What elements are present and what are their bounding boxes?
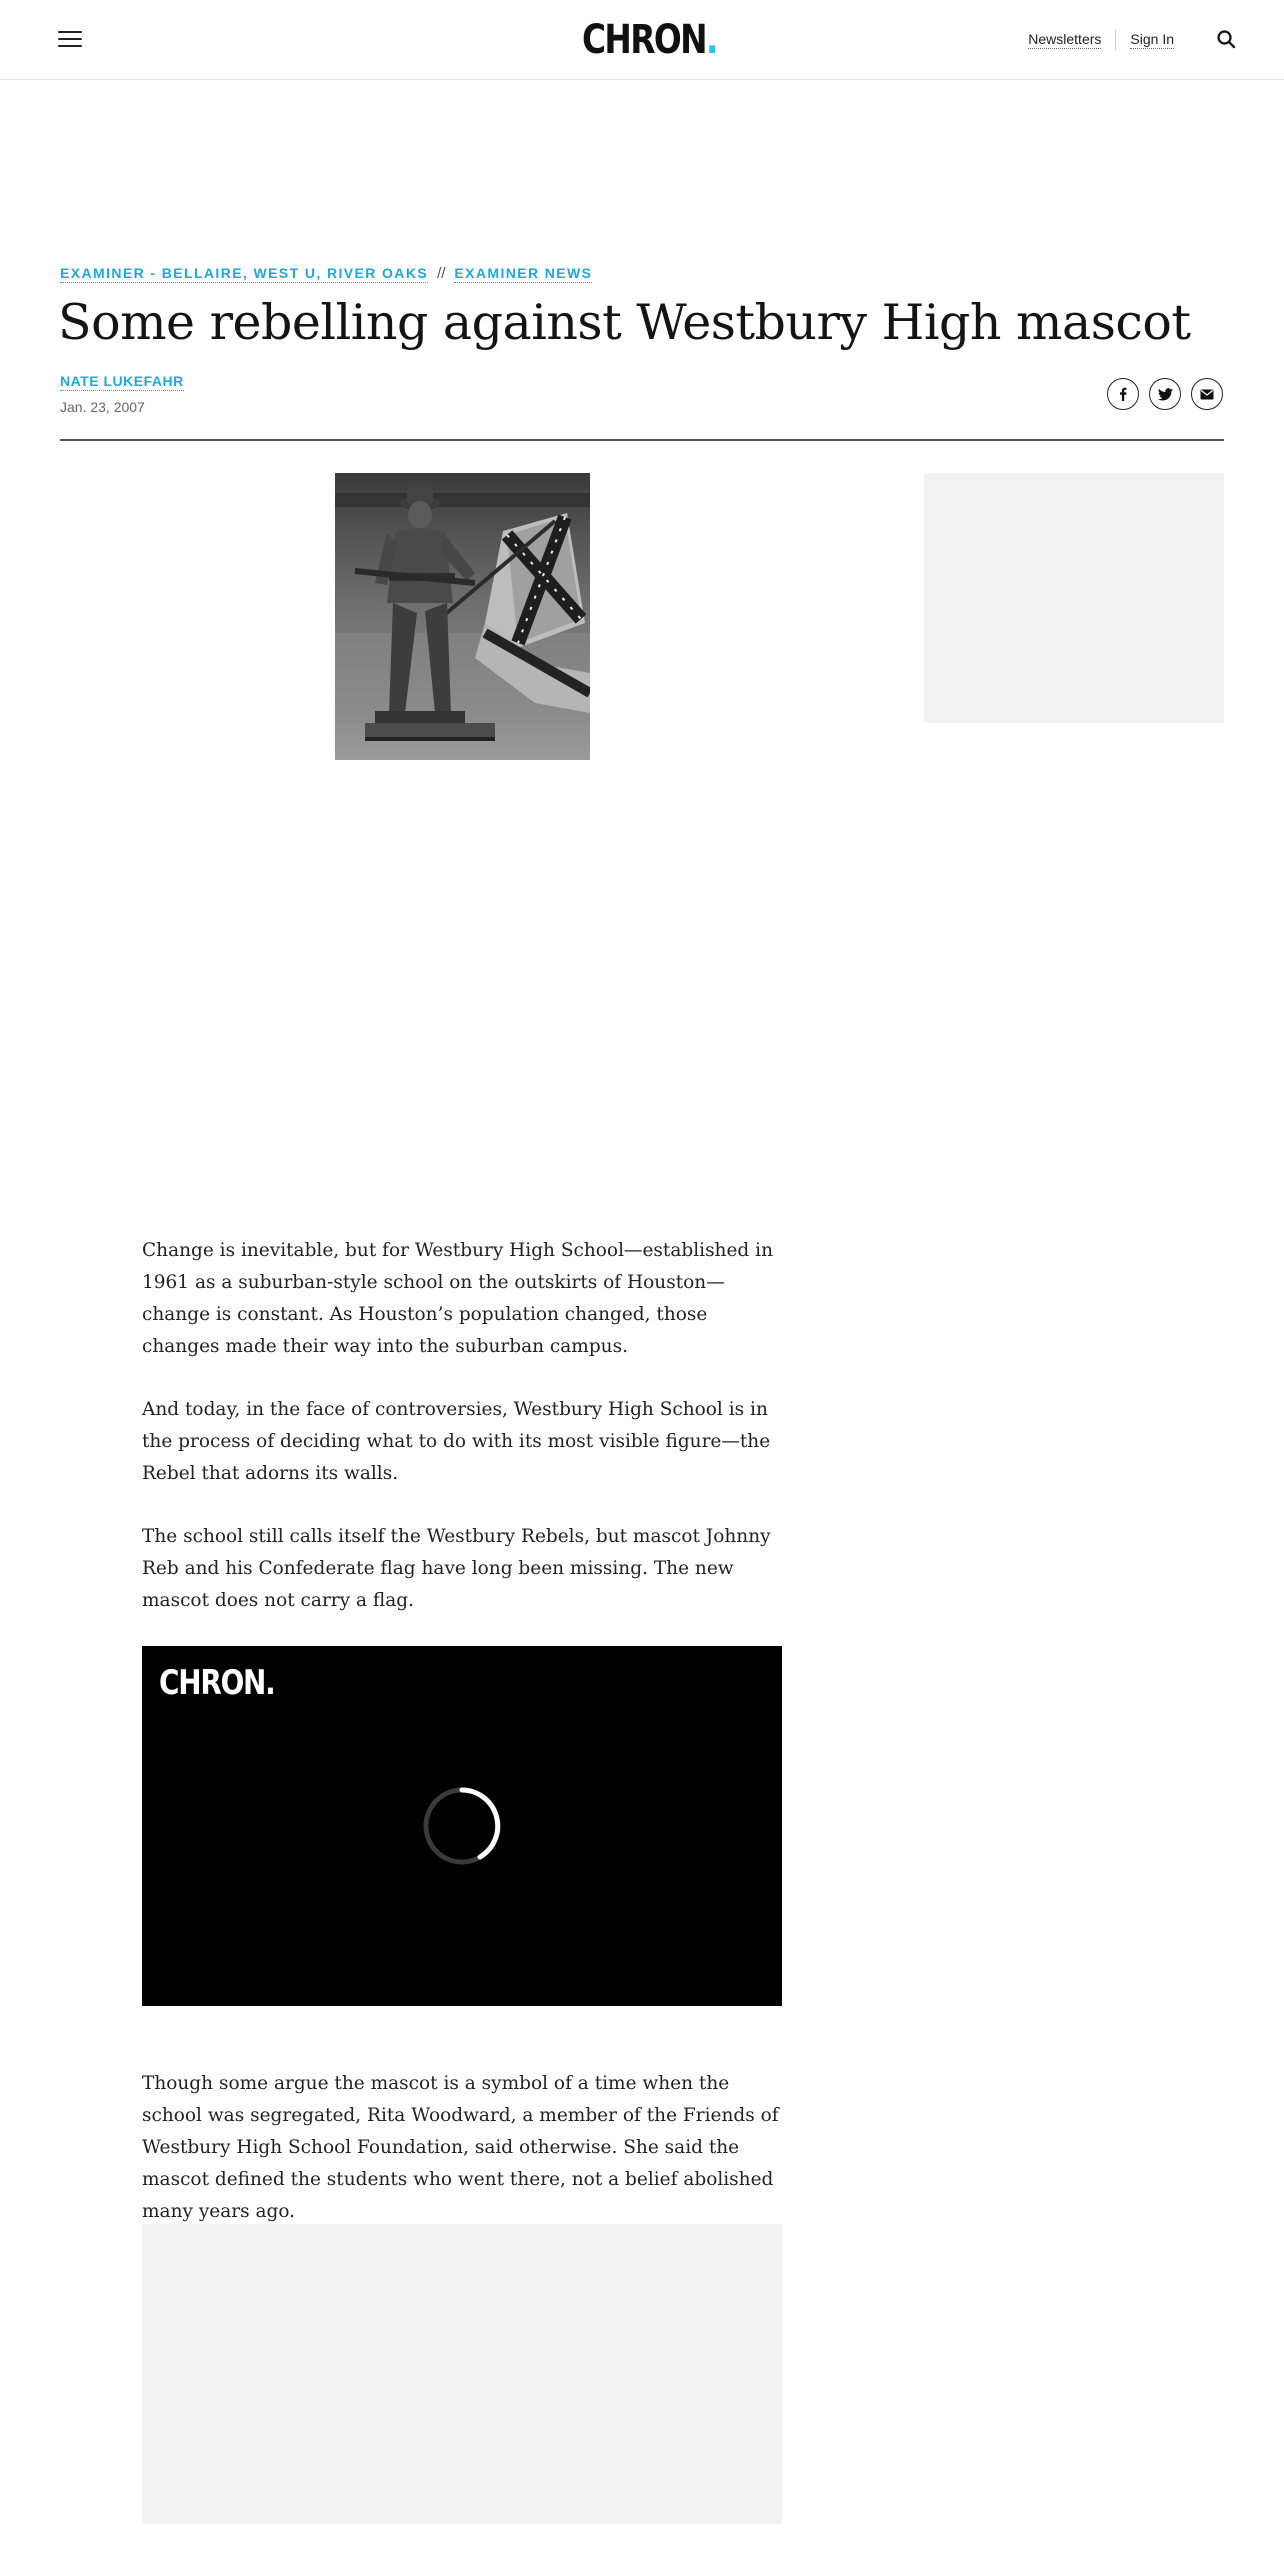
author-link[interactable]: NATE LUKEFAHR (60, 373, 184, 389)
breadcrumb-subsection-link[interactable]: EXAMINER NEWS (454, 265, 593, 281)
share-twitter-button[interactable] (1149, 378, 1181, 410)
site-logo[interactable]: CHRON. (582, 17, 717, 63)
video-logo: CHRON. (159, 1663, 275, 1703)
menu-icon[interactable] (58, 31, 82, 49)
email-icon (1200, 389, 1214, 400)
search-icon[interactable] (1216, 29, 1236, 49)
article-photo[interactable] (335, 473, 590, 760)
article-paragraph: Though some argue the mascot is a symbol of a time when the school was segregated, Rita Woodward, a member of the Friends of Westbury High School Foundation, said otherwise. She said the mascot defined the students who went there, not a belief abolished many years ago. (142, 2073, 779, 2222)
breadcrumb (60, 264, 592, 283)
article-paragraph: Change is inevitable, but for Westbury High School—established in 1961 as a suburban-style school on the outskirts of Houston—change is constant. As Houston’s population changed, those changes made their way into the suburban campus. (142, 1240, 773, 1357)
article-paragraph: And today, in the face of controversies, Westbury High School is in the process of deciding what to do with its most visible figure—the Rebel that adorns its walls. (142, 1399, 771, 1484)
site-header (0, 0, 1284, 80)
twitter-icon (1158, 388, 1173, 401)
share-email-button[interactable] (1191, 378, 1223, 410)
inline-ad[interactable] (142, 2224, 782, 2524)
breadcrumb-separator: // (437, 265, 446, 282)
breadcrumb-section-link[interactable]: EXAMINER - BELLAIRE, WEST U, RIVER OAKS (60, 265, 429, 281)
share-facebook-button[interactable] (1107, 378, 1139, 410)
video-player[interactable] (142, 1646, 782, 2006)
header-nav (1028, 28, 1174, 52)
nav-divider (1115, 30, 1116, 50)
facebook-icon (1116, 387, 1130, 401)
publish-date: Jan. 23, 2007 (60, 399, 145, 415)
header-divider (60, 439, 1224, 441)
article-paragraph: The school still calls itself the Westbury Rebels, but mascot Johnny Reb and his Confederate flag have long been missing. The new mascot does not carry a flag. (142, 1526, 771, 1611)
article-title: Some rebelling against Westbury High mascot (58, 294, 1191, 351)
sign-in-link[interactable]: Sign In (1130, 31, 1174, 47)
mascot-statue-image (335, 473, 590, 760)
loading-spinner-icon (422, 1786, 502, 1866)
sidebar-ad[interactable] (924, 473, 1224, 723)
newsletters-link[interactable]: Newsletters (1028, 31, 1102, 47)
